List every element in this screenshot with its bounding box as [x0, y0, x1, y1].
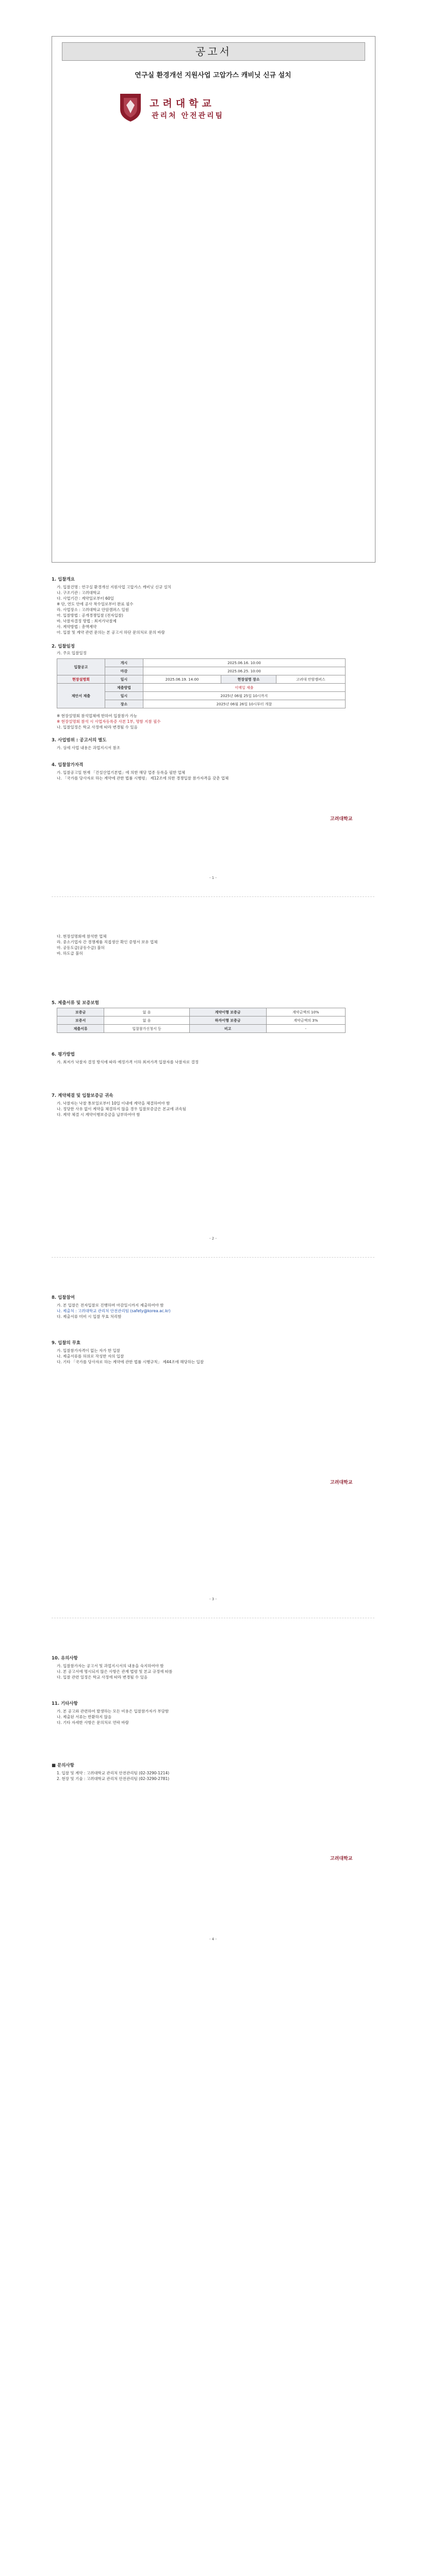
- table-cell: 제출방법: [105, 684, 143, 692]
- table-cell: 2025.06.16. 10:00: [143, 659, 345, 667]
- section-heading-8: 8. 입찰참여: [52, 1295, 75, 1300]
- table-cell: 현장설명회: [57, 675, 105, 684]
- table-row: [57, 684, 346, 692]
- table-cell: 장소: [105, 700, 143, 708]
- section-heading-10: 10. 유의사항: [52, 1656, 78, 1661]
- section-heading-overview: 1. 입찰개요: [52, 577, 75, 582]
- table-cell: 제출서류: [57, 1025, 104, 1033]
- section10-line: 다. 입찰 관련 일정은 학교 사정에 따라 변경될 수 있음: [57, 1675, 148, 1680]
- eval-line: 가. 최저가 낙찰자 결정 방식에 따라 예정가격 이하 최저가격 입찰자를 낙찰자로 결정: [57, 1060, 199, 1064]
- table-cell: 계약금액의 3%: [266, 1016, 345, 1025]
- table-cell: 입찰참가신청서 등: [104, 1025, 189, 1033]
- table-cell: 이메일 제출: [143, 684, 345, 692]
- contract-list: [57, 1100, 186, 1117]
- qualification-line: 바. 하도급 불허: [57, 951, 83, 956]
- section9-line: 나. 제출서류를 허위로 작성한 자의 입찰: [57, 1354, 124, 1359]
- overview-line: 아. 입찰 및 계약 관련 문의는 본 공고서 하단 문의처로 문의 바람: [57, 630, 165, 635]
- table-cell: 2025년 06월 26일 10시부터 개찰: [143, 700, 345, 708]
- section-heading-contract: 7. 계약체결 및 입찰보증금 귀속: [52, 1093, 113, 1098]
- overview-line: 다. 사업기간 : 계약일로부터 60일: [57, 596, 114, 601]
- section-heading-qualification: 4. 입찰참가자격: [52, 762, 84, 768]
- table-row: [57, 675, 346, 684]
- section-heading-eval: 6. 평가방법: [52, 1052, 75, 1057]
- section-heading-scope: 3. 사업범위 : 공고서의 별도: [52, 738, 107, 743]
- section8-line: 다. 제출서류 미비 시 입찰 무효 처리함: [57, 1314, 122, 1319]
- page-number: - 3 -: [209, 1597, 217, 1601]
- schedule-note: ※ 현장설명회 참석 시 사업자등록증 사본 1부, 명함 지참 필수: [57, 719, 161, 724]
- qualification-line: 가. 입찰공고일 현재 「건설산업기본법」에 의한 해당 업종 등록을 필한 업체: [57, 770, 185, 775]
- scope-line: 가. 상세 사업 내용은 과업지시서 참조: [57, 745, 120, 750]
- table-cell: 없 음: [104, 1016, 189, 1025]
- overview-line: 사. 계약방법 : 총액계약: [57, 624, 97, 629]
- section9-line: 다. 기타 「국가를 당사자로 하는 계약에 관한 법률 시행규칙」 제44조에 해당하는 입찰: [57, 1360, 204, 1364]
- section11-line: 가. 본 공고와 관련하여 발생하는 모든 비용은 입찰참가자가 부담함: [57, 1709, 169, 1714]
- document-title: 공고서: [62, 42, 365, 61]
- qualification-line: 라. 중소기업자 간 경쟁제품 직접생산 확인 증명서 보유 업체: [57, 940, 158, 944]
- qualification-list-cont: [57, 934, 157, 956]
- section8-line: 나. 제출처 : 고려대학교 관리처 안전관리팀 (safety@korea.ac.kr): [57, 1309, 171, 1313]
- docs-table: [57, 1008, 346, 1033]
- qualification-list: [57, 770, 228, 781]
- table-cell: 2025.06.19. 14:00: [143, 675, 221, 684]
- table-cell: 없 음: [104, 1008, 189, 1016]
- schedule-note: ※ 현장설명회 참석업체에 한하여 입찰참가 가능: [57, 714, 137, 718]
- department-name: 관리처 안전관리팀: [152, 112, 224, 120]
- table-row: [57, 1008, 346, 1016]
- table-row: [57, 659, 346, 667]
- section11-list: [57, 1708, 169, 1725]
- table-cell: 계약금액의 10%: [266, 1008, 345, 1016]
- section10-list: [57, 1663, 172, 1680]
- page-divider: [52, 1257, 374, 1258]
- table-cell: 계약이행 보증금: [189, 1008, 266, 1016]
- table-row: [57, 1016, 346, 1025]
- overview-line: 가. 입찰건명 : 연구실 환경개선 지원사업 고압가스 캐비닛 신규 설치: [57, 585, 171, 589]
- qualification-line: 마. 공동도급(공동수급) 불허: [57, 945, 105, 950]
- page-number: - 1 -: [209, 876, 217, 880]
- overview-line: 나. 구조기관 : 고려대학교: [57, 590, 101, 595]
- table-cell: 보증서: [57, 1016, 104, 1025]
- section10-line: 나. 본 공고서에 명시되지 않은 사항은 관계 법령 및 본교 규정에 따름: [57, 1669, 173, 1674]
- contract-line: 다. 계약 체결 시 계약이행보증금을 납부하여야 함: [57, 1112, 140, 1117]
- table-row: [57, 1025, 346, 1033]
- contact-line: 2. 현장 및 기술 : 고려대학교 관리처 안전관리팀 (02-3290-2781): [57, 1776, 170, 1781]
- document-subtitle: 연구실 환경개선 지원사업 고압가스 캐비닛 신규 설치: [135, 72, 291, 79]
- contact-line: 1. 입찰 및 계약 : 고려대학교 관리처 안전관리팀 (02-3290-1214): [57, 1771, 170, 1775]
- section10-line: 가. 입찰참가자는 공고서 및 과업지시서의 내용을 숙지하여야 함: [57, 1664, 164, 1668]
- table-cell: 2025.06.25. 10:00: [143, 667, 345, 675]
- section8-line: 가. 본 입찰은 전자입찰로 진행하며 마감일시까지 제출하여야 함: [57, 1303, 164, 1308]
- table-cell: 비고: [189, 1025, 266, 1033]
- section-heading-schedule: 2. 입찰일정: [52, 644, 75, 649]
- table-cell: -: [266, 1025, 345, 1033]
- table-cell: 마감: [105, 667, 143, 675]
- table-cell: 입찰공고: [57, 659, 105, 675]
- table-cell: 2025년 06월 25일 10시까지: [143, 692, 345, 700]
- schedule-table: [57, 658, 346, 708]
- qualification-line: 나. 「국가를 당사자로 하는 계약에 관한 법률 시행령」 제12조에 의한 경쟁입찰 참가자격을 갖춘 업체: [57, 776, 229, 781]
- overview-line: ※ 단, 연도 안에 공사 착수일로부터 완료 필수: [57, 602, 134, 606]
- university-crest-icon: [118, 92, 143, 123]
- overview-line: 라. 사업장소 : 고려대학교 안암캠퍼스 일원: [57, 607, 129, 612]
- footer-logo: 고려대학교: [330, 1480, 353, 1485]
- overview-line: 마. 입찰방법 : 공개경쟁입찰 (전자입찰): [57, 613, 123, 618]
- table-cell: 일시: [105, 675, 143, 684]
- section11-line: 다. 기타 자세한 사항은 문의처로 연락 바람: [57, 1720, 129, 1725]
- table-cell: 현장설명 장소: [221, 675, 276, 684]
- section-heading-11: 11. 기타사항: [52, 1701, 78, 1706]
- qualification-line: 다. 현장설명회에 참석한 업체: [57, 934, 107, 939]
- overview-list: [57, 584, 171, 635]
- contract-line: 나. 정당한 사유 없이 계약을 체결하지 않을 경우 입찰보증금은 본교에 귀속됨: [57, 1107, 186, 1111]
- contact-list: [57, 1770, 169, 1782]
- table-cell: 고려대 안암캠퍼스: [276, 675, 345, 684]
- footer-logo: 고려대학교: [330, 1856, 353, 1861]
- section-heading-docs: 5. 제출서류 및 보증보험: [52, 1001, 99, 1006]
- footer-logo: 고려대학교: [330, 817, 353, 822]
- table-cell: 개시: [105, 659, 143, 667]
- section11-line: 나. 제출된 서류는 반환하지 않음: [57, 1715, 112, 1719]
- section-heading-9: 9. 입찰의 무효: [52, 1341, 81, 1346]
- table-cell: 하자이행 보증금: [189, 1016, 266, 1025]
- contact-heading: ■ 문의사항: [52, 1763, 74, 1768]
- schedule-notes: [57, 713, 161, 730]
- page-number: - 4 -: [209, 1937, 217, 1941]
- section8-list: [57, 1302, 171, 1319]
- page-number: - 2 -: [209, 1236, 217, 1241]
- section9-list: [57, 1348, 204, 1365]
- overview-line: 바. 낙찰자결정 방법 : 최저가낙찰제: [57, 619, 117, 623]
- section9-line: 가. 입찰참가자격이 없는 자가 한 입찰: [57, 1348, 120, 1353]
- page-divider: [52, 896, 374, 897]
- table-cell: 보증금: [57, 1008, 104, 1016]
- schedule-caption: 가. 주요 입찰일정: [57, 651, 87, 655]
- schedule-note: 나. 입찰일정은 학교 사정에 따라 변경될 수 있음: [57, 725, 138, 730]
- contract-line: 가. 낙찰자는 낙찰 통보일로부터 10일 이내에 계약을 체결하여야 함: [57, 1101, 170, 1106]
- table-cell: 일시: [105, 692, 143, 700]
- table-cell: 제안서 제출: [57, 684, 105, 708]
- university-name: 고려대학교: [150, 98, 215, 109]
